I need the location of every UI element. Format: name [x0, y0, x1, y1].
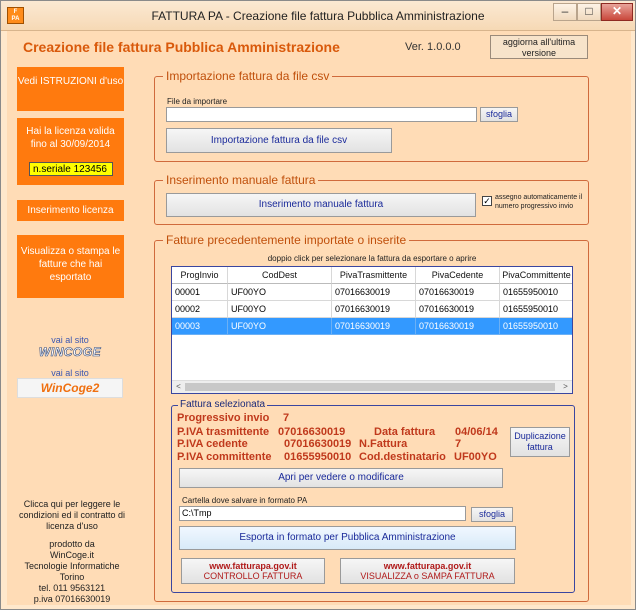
- credits-text: prodotto da WinCoge.it Tecnologie Informatiche Torino tel. 011 9563121 p.iva 07016630019: [24, 539, 120, 604]
- import-button[interactable]: Importazione fattura da file csv: [166, 128, 392, 153]
- duplicate-button[interactable]: Duplicazione fattura: [510, 427, 570, 457]
- view-label: VISUALIZZA o SAMPA FATTURA: [360, 571, 495, 581]
- table-cell: UF00YO: [228, 318, 332, 335]
- table-cell: 07016630019: [416, 301, 500, 318]
- manual-insert-button[interactable]: Inserimento manuale fattura: [166, 193, 476, 217]
- license-insert-button[interactable]: Inserimento licenza: [17, 200, 124, 221]
- table-cell: 07016630019: [332, 301, 416, 318]
- page-title: Creazione file fattura Pubblica Amministrazione: [23, 39, 340, 55]
- grid-header: [172, 267, 573, 283]
- window-title: FATTURA PA - Creazione file fattura Pubblica Amministrazione: [151, 9, 485, 23]
- file-label: File da importare: [167, 97, 228, 106]
- invoice-grid[interactable]: [171, 266, 573, 394]
- control-invoice-button[interactable]: [181, 558, 325, 584]
- list-hint: doppio click per selezionare la fattura da esportare o aprire: [267, 254, 477, 263]
- scroll-right-icon[interactable]: >: [563, 382, 568, 391]
- wincoge-logo: WINCOGE: [38, 345, 102, 359]
- folder-label: Cartella dove salvare in formato PA: [182, 496, 308, 505]
- maximize-button[interactable]: □: [577, 3, 601, 21]
- section-title: Inserimento manuale fattura: [163, 173, 318, 187]
- license-status-panel: [17, 118, 124, 185]
- piva-committente-value: 01655950010: [284, 451, 352, 463]
- view-print-button[interactable]: Visualizza o stampa le fatture che hai esportato: [17, 235, 124, 298]
- piva-committente-label: P.IVA committente: [177, 451, 272, 463]
- prog-value: 7: [283, 412, 290, 424]
- wincoge-site-link[interactable]: [15, 335, 125, 359]
- control-site-link: www.fatturapa.gov.it: [209, 561, 297, 571]
- piva-trasmittente-label: P.IVA trasmittente: [177, 426, 270, 438]
- column-header[interactable]: CodDest: [228, 267, 332, 284]
- invoice-number-label: N.Fattura: [359, 438, 408, 450]
- version-label: Ver. 1.0.0.0: [405, 41, 461, 53]
- table-cell: 07016630019: [332, 284, 416, 301]
- section-title: Fattura selezionata: [180, 399, 266, 410]
- browse-file-button[interactable]: sfoglia: [480, 107, 518, 122]
- control-label: CONTROLLO FATTURA: [203, 571, 303, 581]
- table-cell: 00003: [172, 318, 228, 335]
- view-site-link: www.fatturapa.gov.it: [383, 561, 472, 571]
- wincoge2-site-link[interactable]: [15, 368, 125, 398]
- section-title: Importazione fattura da file csv: [163, 69, 332, 83]
- table-row[interactable]: [172, 284, 573, 301]
- wincoge2-logo: WinCoge2: [17, 378, 123, 398]
- serial-number: n.seriale 123456: [29, 162, 113, 176]
- coddest-value: UF00YO: [454, 451, 497, 463]
- view-print-invoice-button[interactable]: [340, 558, 515, 584]
- date-value: 04/06/14: [455, 426, 498, 438]
- scroll-left-icon[interactable]: <: [176, 382, 181, 391]
- invoice-number-value: 7: [455, 438, 462, 450]
- title-bar[interactable]: [1, 1, 635, 31]
- auto-number-checkbox[interactable]: ✓: [483, 196, 491, 206]
- update-button[interactable]: aggiorna all'ultima versione: [490, 35, 588, 59]
- table-cell: 01655950010: [500, 318, 573, 335]
- minimize-button[interactable]: –: [553, 3, 577, 21]
- table-cell: 01655950010: [500, 284, 573, 301]
- table-row[interactable]: [172, 301, 573, 318]
- site-caption: vai al sito: [51, 368, 89, 378]
- export-button[interactable]: Esporta in formato per Pubblica Amministrazione: [179, 526, 516, 550]
- column-header[interactable]: ProgInvio: [172, 267, 228, 284]
- coddest-label: Cod.destinatario: [359, 451, 446, 463]
- table-cell: 07016630019: [332, 318, 416, 335]
- table-cell: 00002: [172, 301, 228, 318]
- folder-input[interactable]: C:\Tmp: [179, 506, 466, 521]
- column-header[interactable]: PivaCommittente: [500, 267, 573, 284]
- piva-cedente-value: 07016630019: [284, 438, 352, 450]
- table-cell: 07016630019: [416, 284, 500, 301]
- table-cell: 07016630019: [416, 318, 500, 335]
- app-icon[interactable]: F PA: [7, 7, 24, 24]
- license-valid-text: Hai la licenza valida fino al 30/09/2014: [26, 126, 115, 150]
- browse-folder-button[interactable]: sfoglia: [471, 507, 513, 522]
- file-input[interactable]: [166, 107, 477, 122]
- table-cell: 01655950010: [500, 301, 573, 318]
- table-row-selected[interactable]: [172, 318, 573, 335]
- open-edit-button[interactable]: Apri per vedere o modificare: [179, 468, 503, 488]
- table-cell: UF00YO: [228, 301, 332, 318]
- piva-cedente-label: P.IVA cedente: [177, 438, 248, 450]
- column-header[interactable]: PivaCedente: [416, 267, 500, 284]
- table-cell: UF00YO: [228, 284, 332, 301]
- piva-trasmittente-value: 07016630019: [278, 426, 346, 438]
- date-label: Data fattura: [374, 426, 436, 438]
- table-cell: 00001: [172, 284, 228, 301]
- prog-label: Progressivo invio: [177, 412, 270, 424]
- section-title: Fatture precedentemente importate o inserite: [163, 233, 409, 247]
- column-header[interactable]: PivaTrasmittente: [332, 267, 416, 284]
- auto-number-label: assegno automaticamente il numero progressivo invio: [495, 194, 583, 210]
- instructions-button[interactable]: Vedi ISTRUZIONI d'uso: [17, 67, 124, 111]
- site-caption: vai al sito: [51, 335, 89, 345]
- scroll-thumb[interactable]: [185, 383, 555, 391]
- close-button[interactable]: ✕: [601, 3, 633, 21]
- license-conditions-link[interactable]: Clicca qui per leggere le condizioni ed il contratto di licenza d'uso: [18, 499, 126, 531]
- horizontal-scrollbar[interactable]: [172, 380, 572, 393]
